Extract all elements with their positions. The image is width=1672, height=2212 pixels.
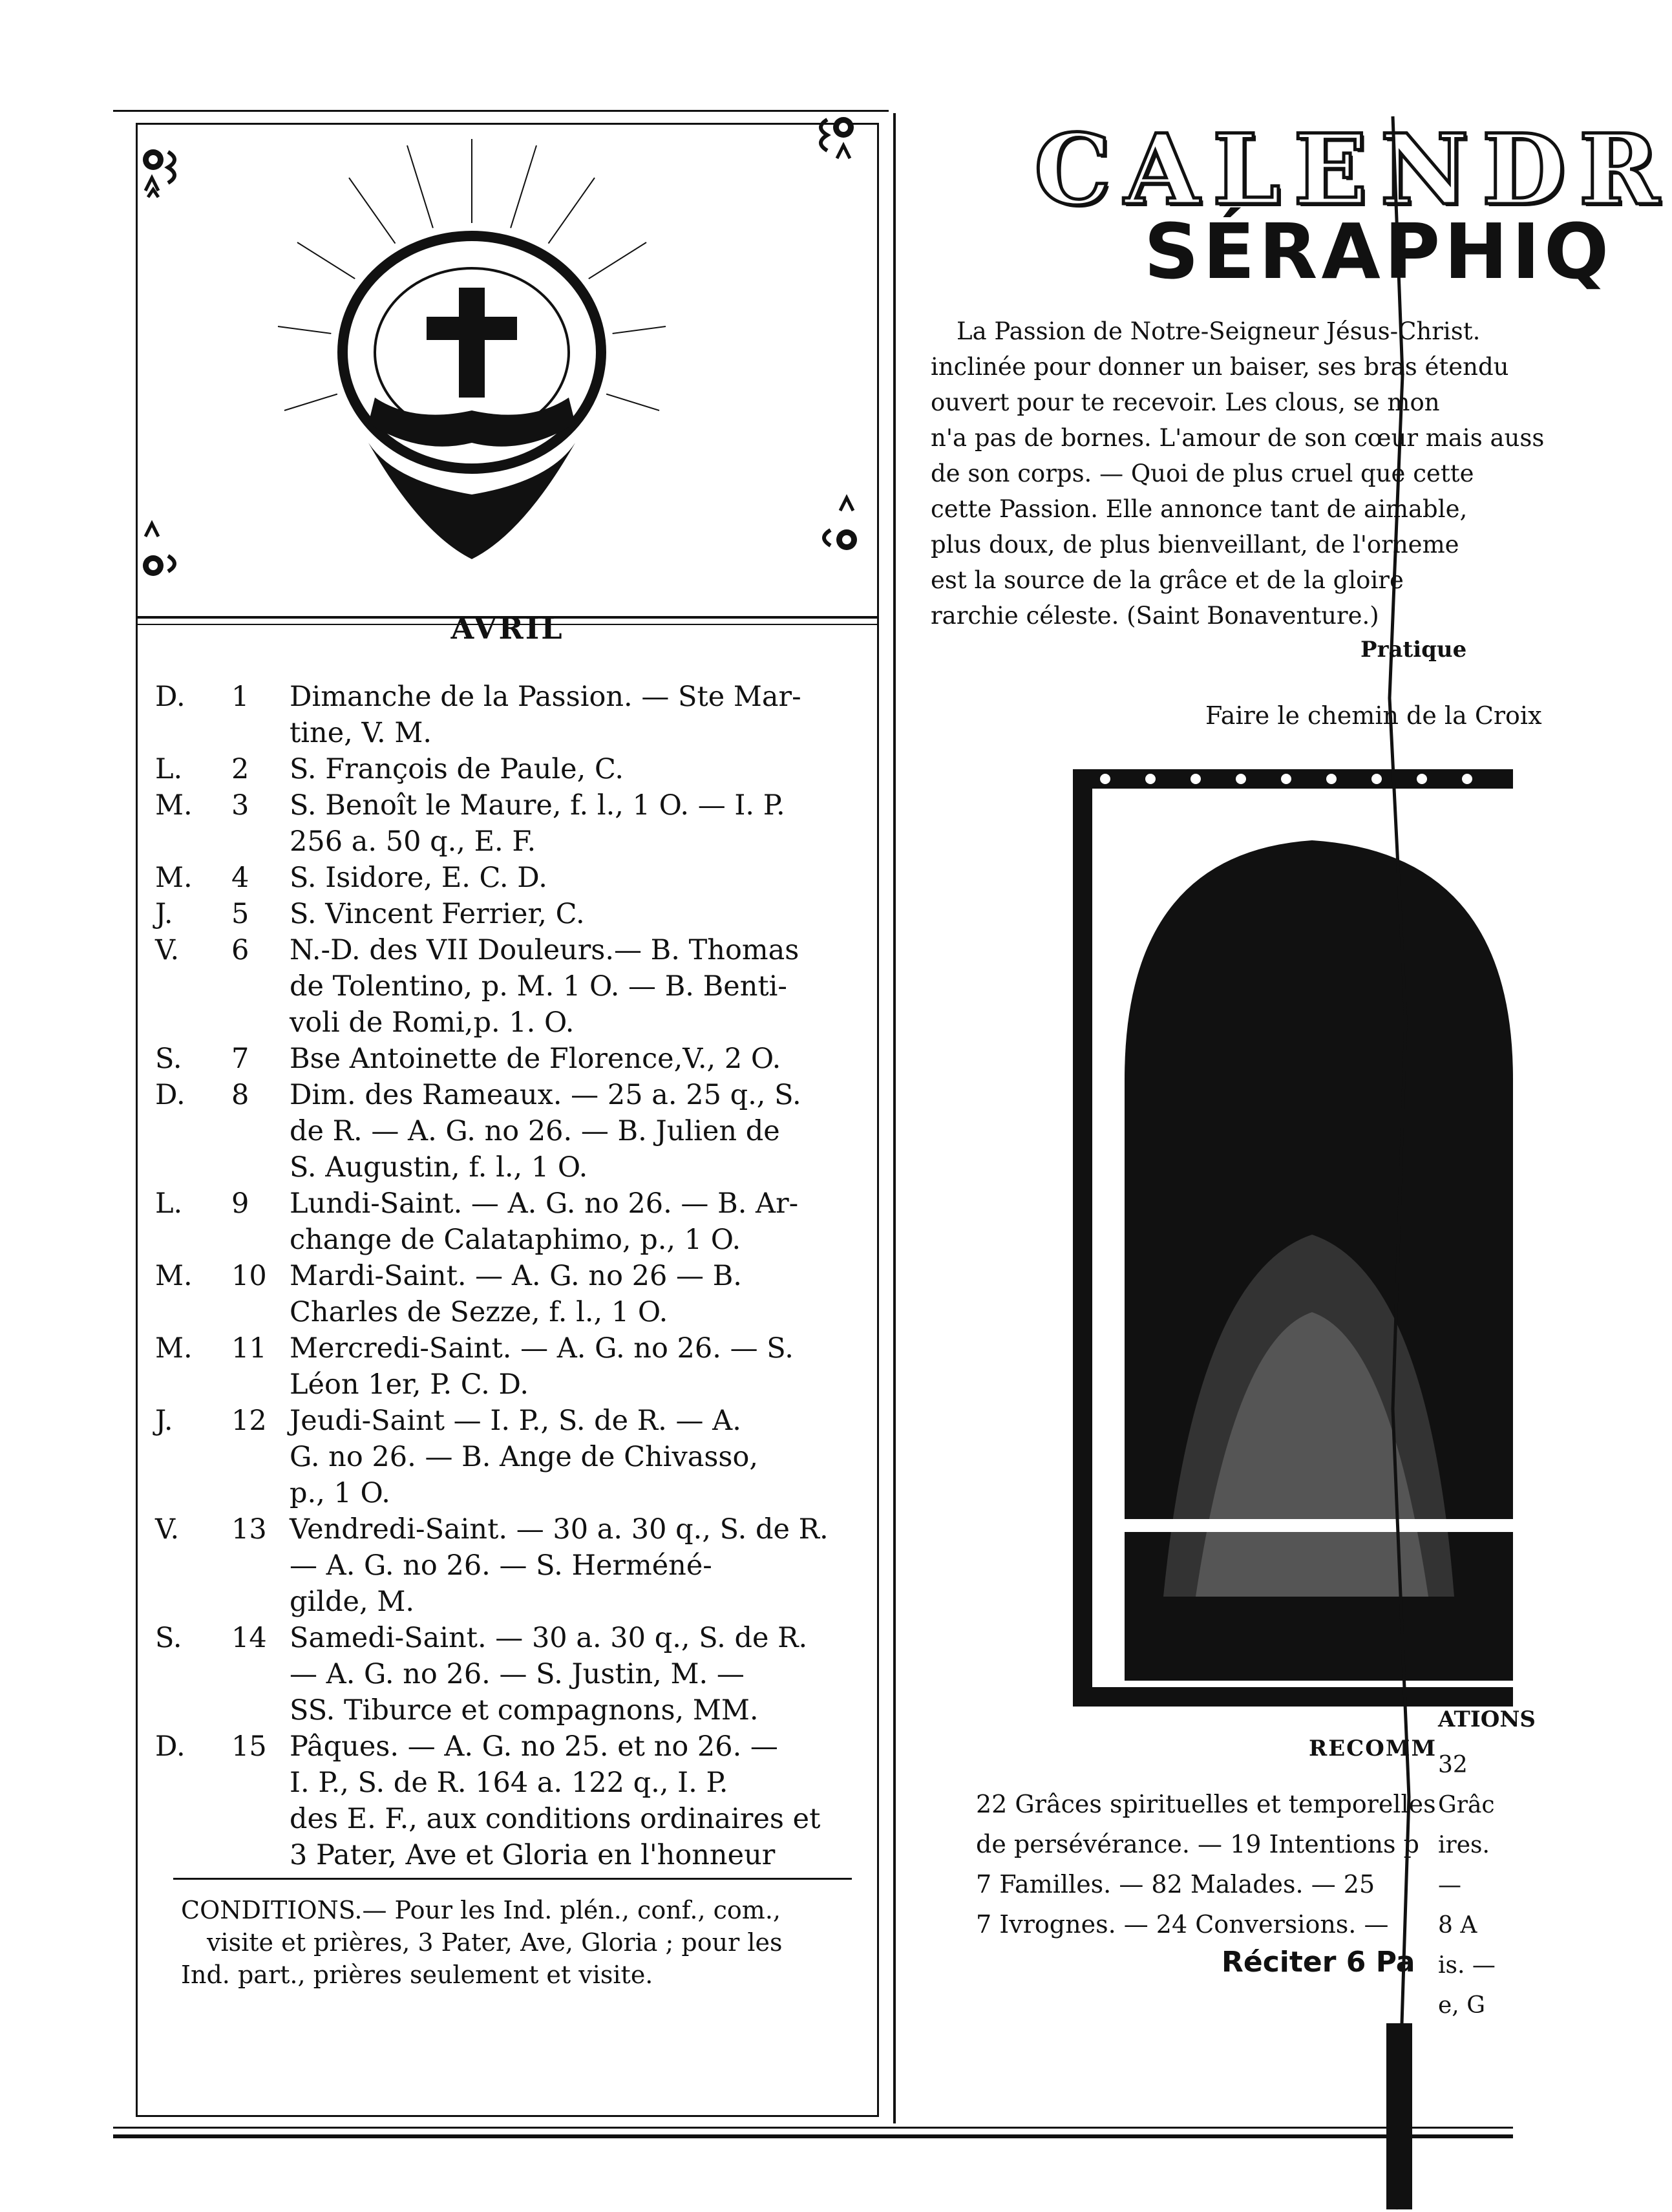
recommendation-line: 22 Grâces spirituelles et temporelles [976,1790,1436,1818]
paragraph-line: rarchie céleste. (Saint Bonaventure.) [931,602,1379,630]
paragraph-line: inclinée pour donner un baiser, ses bras étendu [931,353,1509,381]
entry-text-line: Mardi-Saint. — A. G. no 26 — B. [290,1260,742,1292]
bottom-rule [113,2127,1513,2129]
entry-text [290,1403,860,1511]
entry-text-line: Dim. des Rameaux. — 25 a. 25 q., S. [290,1079,801,1111]
calendar-entry [155,1041,860,1077]
entry-date: 14 [231,1622,267,1654]
cross-emblem-illustration [271,139,672,591]
entry-text-line: des E. F., aux conditions ordinaires et [290,1803,821,1835]
entry-text-line: voli de Romi,p. 1. O. [290,1006,575,1039]
entry-weekday: S. [155,1622,182,1654]
pratique-label: Pratique [1360,637,1467,663]
entry-text-line: Mercredi-Saint. — A. G. no 26. — S. [290,1332,794,1365]
top-rule [113,110,889,112]
entry-text-line: S. Augustin, f. l., 1 O. [290,1151,588,1184]
conditions-rule [173,1878,852,1880]
entry-text [290,1728,860,1873]
entry-date: 13 [231,1513,267,1546]
entry-weekday: V. [155,934,180,966]
entry-text-line: S. Benoît le Maure, f. l., 1 O. — I. P. [290,789,785,822]
calendar-entry [155,1728,860,1873]
conditions-line: Ind. part., prières seulement et visite. [181,1961,653,1989]
paragraph-line: est la source de la grâce et de la gloire [931,566,1404,594]
entry-date: 2 [231,753,249,785]
calendar-entry [155,1620,860,1728]
conditions-note [181,1894,853,1991]
recommendations-right-column [1438,1745,1513,2026]
crucifix-picture [1066,756,1513,1719]
entry-text-line: tine, V. M. [290,717,432,749]
entry-text-line: gilde, M. [290,1586,415,1618]
entry-weekday: J. [155,1405,173,1437]
entry-text-line: de R. — A. G. no 26. — B. Julien de [290,1115,780,1147]
entry-date: 6 [231,934,249,966]
entry-weekday: L. [155,1187,183,1220]
entry-date: 3 [231,789,249,822]
entry-date: 10 [231,1260,267,1292]
calendar-entry [155,1186,860,1258]
entry-date: 5 [231,898,249,930]
recommendation-fragment: e, G [1438,1992,1485,2019]
recommendations-label-right: ATIONS [1438,1707,1536,1732]
paragraph-line: La Passion de Notre-Seigneur Jésus-Christ. [957,317,1481,345]
calendar-entries [155,679,860,1873]
recommendation-line: 7 Ivrognes. — 24 Conversions. — [976,1910,1389,1939]
paragraph-line: ouvert pour te recevoir. Les clous, se mon [931,388,1440,416]
passion-paragraph [931,314,1545,633]
recommendation-line: 7 Familles. — 82 Malades. — 25 [976,1870,1375,1898]
entry-weekday: S. [155,1043,182,1075]
entry-text-line: de Tolentino, p. M. 1 O. — B. Benti- [290,970,787,1003]
entry-text-line: Pâques. — A. G. no 25. et no 26. — [290,1730,778,1763]
recommendations-label: RECOMM [1309,1736,1437,1761]
calendar-entry [155,932,860,1041]
calendar-entry [155,787,860,860]
entry-weekday: V. [155,1513,180,1546]
entry-text-line: p., 1 O. [290,1477,390,1509]
entry-text-line: change de Calataphimo, p., 1 O. [290,1224,741,1256]
entry-text [290,1511,860,1620]
entry-weekday: M. [155,789,193,822]
entry-text [290,679,860,751]
conditions-line: visite et prières, 3 Pater, Ave, Gloria ; pour les [207,1928,783,1957]
bottom-rule-thick [113,2134,1513,2138]
entry-weekday: M. [155,1260,193,1292]
entry-text-line: G. no 26. — B. Ange de Chivasso, [290,1441,759,1473]
paragraph-line: de son corps. — Quoi de plus cruel que cette [931,460,1474,487]
entry-text [290,860,860,896]
entry-text-line: N.-D. des VII Douleurs.— B. Thomas [290,934,799,966]
calendar-entry [155,1511,860,1620]
entry-date: 9 [231,1187,249,1220]
entry-date: 8 [231,1079,249,1111]
entry-text-line: S. Vincent Ferrier, C. [290,898,585,930]
entry-date: 1 [231,681,249,713]
entry-date: 11 [231,1332,267,1365]
entry-text-line: Jeudi-Saint — I. P., S. de R. — A. [290,1405,741,1437]
entry-text-line: Bse Antoinette de Florence,V., 2 O. [290,1043,781,1075]
entry-text [290,1258,860,1330]
calendar-entry [155,751,860,787]
entry-text-line: Charles de Sezze, f. l., 1 O. [290,1296,668,1328]
month-title: AVRIL [450,611,564,646]
calendar-entry [155,860,860,896]
conditions-line: CONDITIONS.— Pour les Ind. plén., conf., com., [181,1896,781,1924]
entry-weekday: D. [155,1079,185,1111]
torn-fold [1380,116,1425,2209]
reciter-line: Réciter 6 Pa [1222,1946,1415,1979]
calendar-entry [155,679,860,751]
entry-text-line: I. P., S. de R. 164 a. 122 q., I. P. [290,1767,728,1799]
paragraph-line: plus doux, de plus bienveillant, de l'orneme [931,531,1459,558]
paragraph-line: cette Passion. Elle annonce tant de aimable, [931,495,1468,523]
faire-line: Faire le chemin de la Croix [1205,701,1542,730]
entry-text [290,1330,860,1403]
calendar-title-text: CALENDR [1034,113,1672,227]
calendar-entry [155,1330,860,1403]
corner-ornament-top-right [776,113,860,178]
entry-text-line: — A. G. no 26. — S. Justin, M. — [290,1658,745,1690]
entry-text-line: 3 Pater, Ave et Gloria en l'honneur [290,1839,776,1871]
entry-weekday: D. [155,1730,185,1763]
entry-text-line: S. François de Paule, C. [290,753,624,785]
calendar-entry [155,1403,860,1511]
entry-text [290,896,860,932]
entry-text-line: Samedi-Saint. — 30 a. 30 q., S. de R. [290,1622,808,1654]
entry-date: 4 [231,862,249,894]
entry-weekday: M. [155,1332,193,1365]
entry-text-line: 256 a. 50 q., E. F. [290,825,536,858]
recommendation-line: de persévérance. — 19 Intentions p [976,1830,1419,1858]
entry-text-line: Lundi-Saint. — A. G. no 26. — B. Ar- [290,1187,799,1220]
page-divider [893,113,896,2123]
calendar-entry [155,1258,860,1330]
recommendation-fragment: 8 A [1438,1912,1477,1939]
entry-text [290,932,860,1041]
entry-weekday: J. [155,898,173,930]
recommendations-list [976,1784,1513,1944]
recommendation-fragment: is. — [1438,1952,1496,1979]
entry-text [290,787,860,860]
entry-date: 12 [231,1405,267,1437]
calendar-entry [155,896,860,932]
entry-text [290,1620,860,1728]
entry-text-line: S. Isidore, E. C. D. [290,862,547,894]
paragraph-line: n'a pas de bornes. L'amour de son cœur mais auss [931,424,1545,452]
entry-text [290,1077,860,1186]
entry-text-line: Dimanche de la Passion. — Ste Mar- [290,681,801,713]
entry-text [290,1041,860,1077]
corner-ornament-bottom-right [779,491,863,556]
entry-text-line: SS. Tiburce et compagnons, MM. [290,1694,759,1727]
entry-weekday: M. [155,862,193,894]
entry-text [290,751,860,787]
entry-weekday: D. [155,681,185,713]
entry-text-line: — A. G. no 26. — S. Herméné- [290,1549,712,1582]
entry-weekday: L. [155,753,183,785]
corner-ornament-bottom-left [139,517,223,582]
calendar-entry [155,1077,860,1186]
entry-date: 15 [231,1730,267,1763]
entry-date: 7 [231,1043,249,1075]
corner-ornament-top-left [139,145,223,210]
entry-text-line: Léon 1er, P. C. D. [290,1368,529,1401]
calendar-subtitle: SÉRAPHIQ [1144,207,1613,296]
entry-text [290,1186,860,1258]
entry-text-line: Vendredi-Saint. — 30 a. 30 q., S. de R. [290,1513,829,1546]
recommendation-fragment: 32 Grâc [1438,1752,1495,1818]
recommendation-fragment: ires. — [1438,1832,1490,1898]
